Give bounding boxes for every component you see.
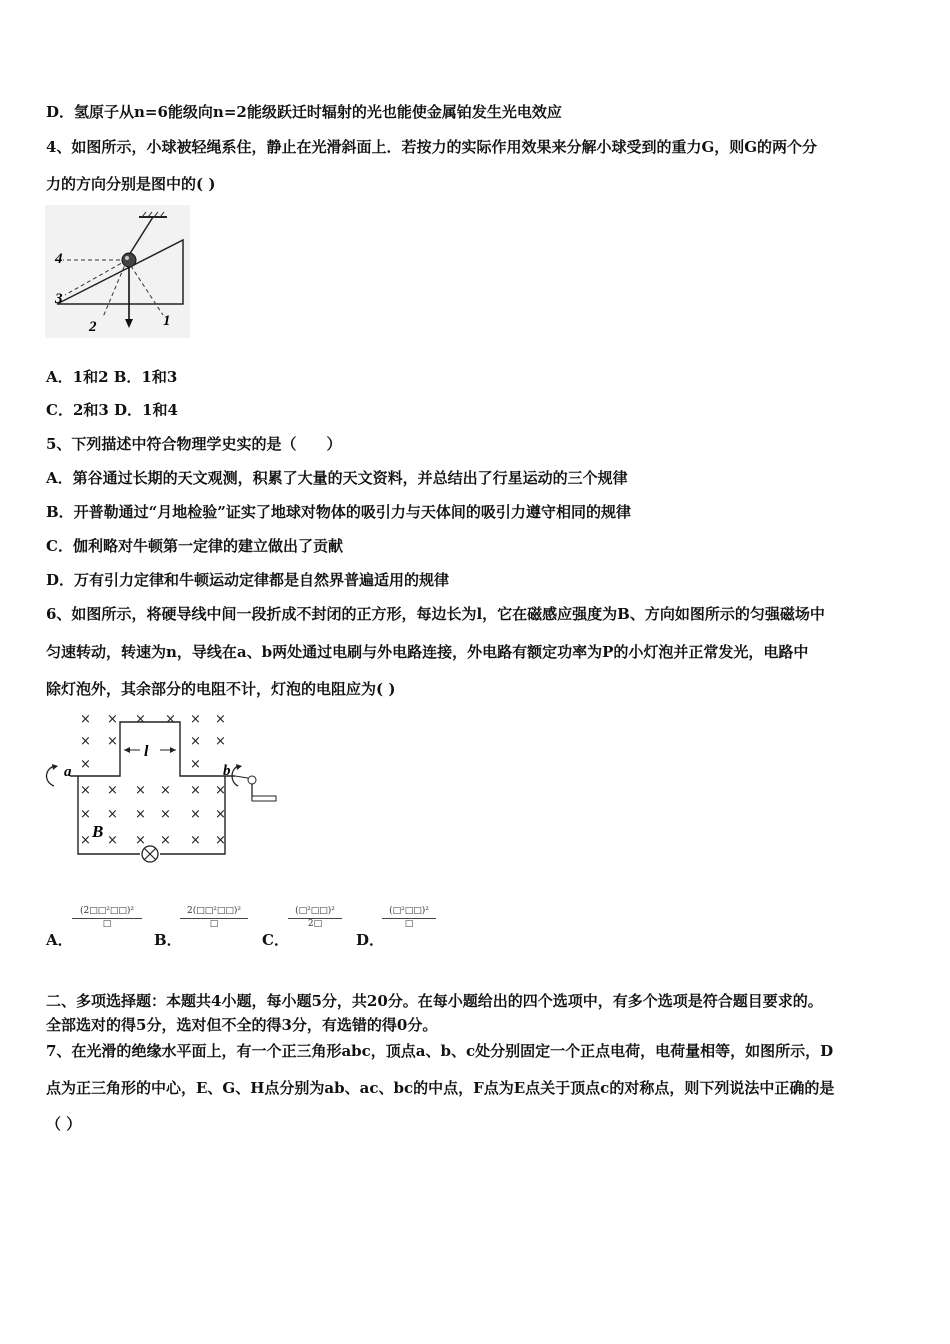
- svg-text:×: ×: [135, 783, 146, 798]
- q4-label-3: 3: [55, 291, 63, 307]
- svg-text:×: ×: [215, 807, 226, 822]
- svg-text:×: ×: [107, 783, 118, 798]
- q6-option-b-fraction: [180, 906, 248, 930]
- q6-option-b-numerator: 2(□□²□□)²: [187, 906, 241, 916]
- section2-heading-line2: 全部选对的得5分，选对但不全的得3分，有选错的得0分。: [46, 1016, 438, 1034]
- q3-option-d: D．氢原子从n=6能级向n=2能级跃迁时辐射的光也能使金属铂发生光电效应: [46, 103, 562, 121]
- q4-stem-line1: 4、如图所示，小球被轻绳系住，静止在光滑斜面上．若按力的实际作用效果来分解小球受到的重力G，则G的两个分: [46, 138, 818, 156]
- q5-option-b: B．开普勒通过“月地检验”证实了地球对物体的吸引力与天体间的吸引力遵守相同的规律: [46, 503, 631, 521]
- svg-text:×: ×: [190, 833, 201, 848]
- svg-text:×: ×: [160, 807, 171, 822]
- svg-text:×: ×: [135, 807, 146, 822]
- svg-text:×: ×: [215, 712, 226, 727]
- svg-text:×: ×: [107, 734, 118, 749]
- q6-option-b-denominator: □: [180, 918, 248, 930]
- q6-crank-hub: [248, 776, 256, 784]
- svg-text:×: ×: [80, 807, 91, 822]
- svg-text:×: ×: [190, 734, 201, 749]
- q6-crank-handle: [252, 796, 276, 801]
- q4-label-1: 1: [163, 313, 171, 329]
- svg-text:×: ×: [107, 833, 118, 848]
- q6-label-B: B: [92, 822, 104, 841]
- svg-text:×: ×: [107, 807, 118, 822]
- q6-stem-line3: 除灯泡外，其余部分的电阻不计，灯泡的电阻应为( ): [46, 680, 396, 698]
- q7-stem-line1: 7、在光滑的绝缘水平面上，有一个正三角形abc，顶点a、b、c处分别固定一个正点电荷，电荷量相等，如图所示，D: [46, 1042, 834, 1060]
- q5-stem: 5、下列描述中符合物理学史实的是（ ）: [46, 435, 342, 453]
- q7-stem-line2: 点为正三角形的中心，E、G、H点分别为ab、ac、bc的中点，F点为E点关于顶点c的对称点，则下列说法中正确的是: [46, 1079, 835, 1097]
- q6-option-c-label: C．: [262, 931, 289, 949]
- q5-option-c: C．伽利略对牛顿第一定律的建立做出了贡献: [46, 537, 343, 555]
- q6-option-c-numerator: (□²□□)²: [295, 906, 335, 916]
- q4-incline-figure: [45, 205, 190, 338]
- q4-stem-line2: 力的方向分别是图中的( ): [46, 175, 216, 193]
- section2-heading-line1: 二、多项选择题：本题共4小题，每小题5分，共20分。在每小题给出的四个选项中，有多个选项是符合题目要求的。: [46, 992, 823, 1010]
- q7-stem-line3: （ ）: [46, 1115, 82, 1133]
- q6-magnetic-field-figure: [40, 708, 285, 868]
- q6-label-l: l: [144, 743, 149, 760]
- q6-square-loop: [70, 722, 235, 776]
- q6-option-d-fraction: [382, 906, 436, 930]
- svg-text:×: ×: [80, 712, 91, 727]
- q6-option-d-label: D．: [356, 931, 385, 949]
- svg-text:×: ×: [190, 712, 201, 727]
- svg-text:×: ×: [135, 712, 146, 727]
- svg-text:×: ×: [107, 712, 118, 727]
- q6-option-d-numerator: (□²□□)²: [389, 906, 429, 916]
- svg-text:×: ×: [135, 833, 146, 848]
- q6-option-a-numerator: (2□□²□□)²: [80, 906, 134, 916]
- q6-option-d-denominator: □: [382, 918, 436, 930]
- q6-label-a: a: [64, 764, 72, 780]
- q5-option-d: D．万有引力定律和牛顿运动定律都是自然界普遍适用的规律: [46, 571, 450, 589]
- svg-text:×: ×: [215, 783, 226, 798]
- q5-option-a: A．第谷通过长期的天文观测，积累了大量的天文资料，并总结出了行星运动的三个规律: [46, 469, 628, 487]
- svg-text:×: ×: [190, 757, 201, 772]
- svg-text:×: ×: [190, 807, 201, 822]
- q6-stem-line1: 6、如图所示，将硬导线中间一段折成不封闭的正方形，每边长为l，它在磁感应强度为B、方向如图所示的匀强磁场中: [46, 605, 825, 623]
- svg-text:×: ×: [160, 833, 171, 848]
- q6-option-c-denominator: 2□: [288, 918, 342, 930]
- q4-options-line1: A．1和2 B．1和3: [46, 368, 178, 386]
- svg-text:×: ×: [165, 712, 176, 727]
- q6-option-a-fraction: [72, 906, 142, 930]
- q6-stem-line2: 匀速转动，转速为n，导线在a、b两处通过电刷与外电路连接，外电路有额定功率为P的小灯泡并正常发光，电路中: [46, 643, 809, 661]
- q6-option-a-denominator: □: [72, 918, 142, 930]
- q6-option-a-label: A．: [46, 931, 73, 949]
- q6-label-b: b: [223, 763, 231, 779]
- q4-options-line2: C．2和3 D．1和4: [46, 401, 178, 419]
- q4-label-2: 2: [89, 319, 97, 335]
- svg-text:×: ×: [80, 734, 91, 749]
- q4-label-4: 4: [55, 251, 63, 267]
- svg-text:×: ×: [190, 783, 201, 798]
- svg-text:×: ×: [80, 833, 91, 848]
- svg-text:×: ×: [80, 783, 91, 798]
- q6-option-b-label: B．: [154, 931, 182, 949]
- svg-text:×: ×: [80, 757, 91, 772]
- svg-text:×: ×: [160, 783, 171, 798]
- q6-option-c-fraction: [288, 906, 342, 930]
- svg-text:×: ×: [215, 734, 226, 749]
- svg-text:×: ×: [215, 833, 226, 848]
- q4-ball: [122, 253, 136, 267]
